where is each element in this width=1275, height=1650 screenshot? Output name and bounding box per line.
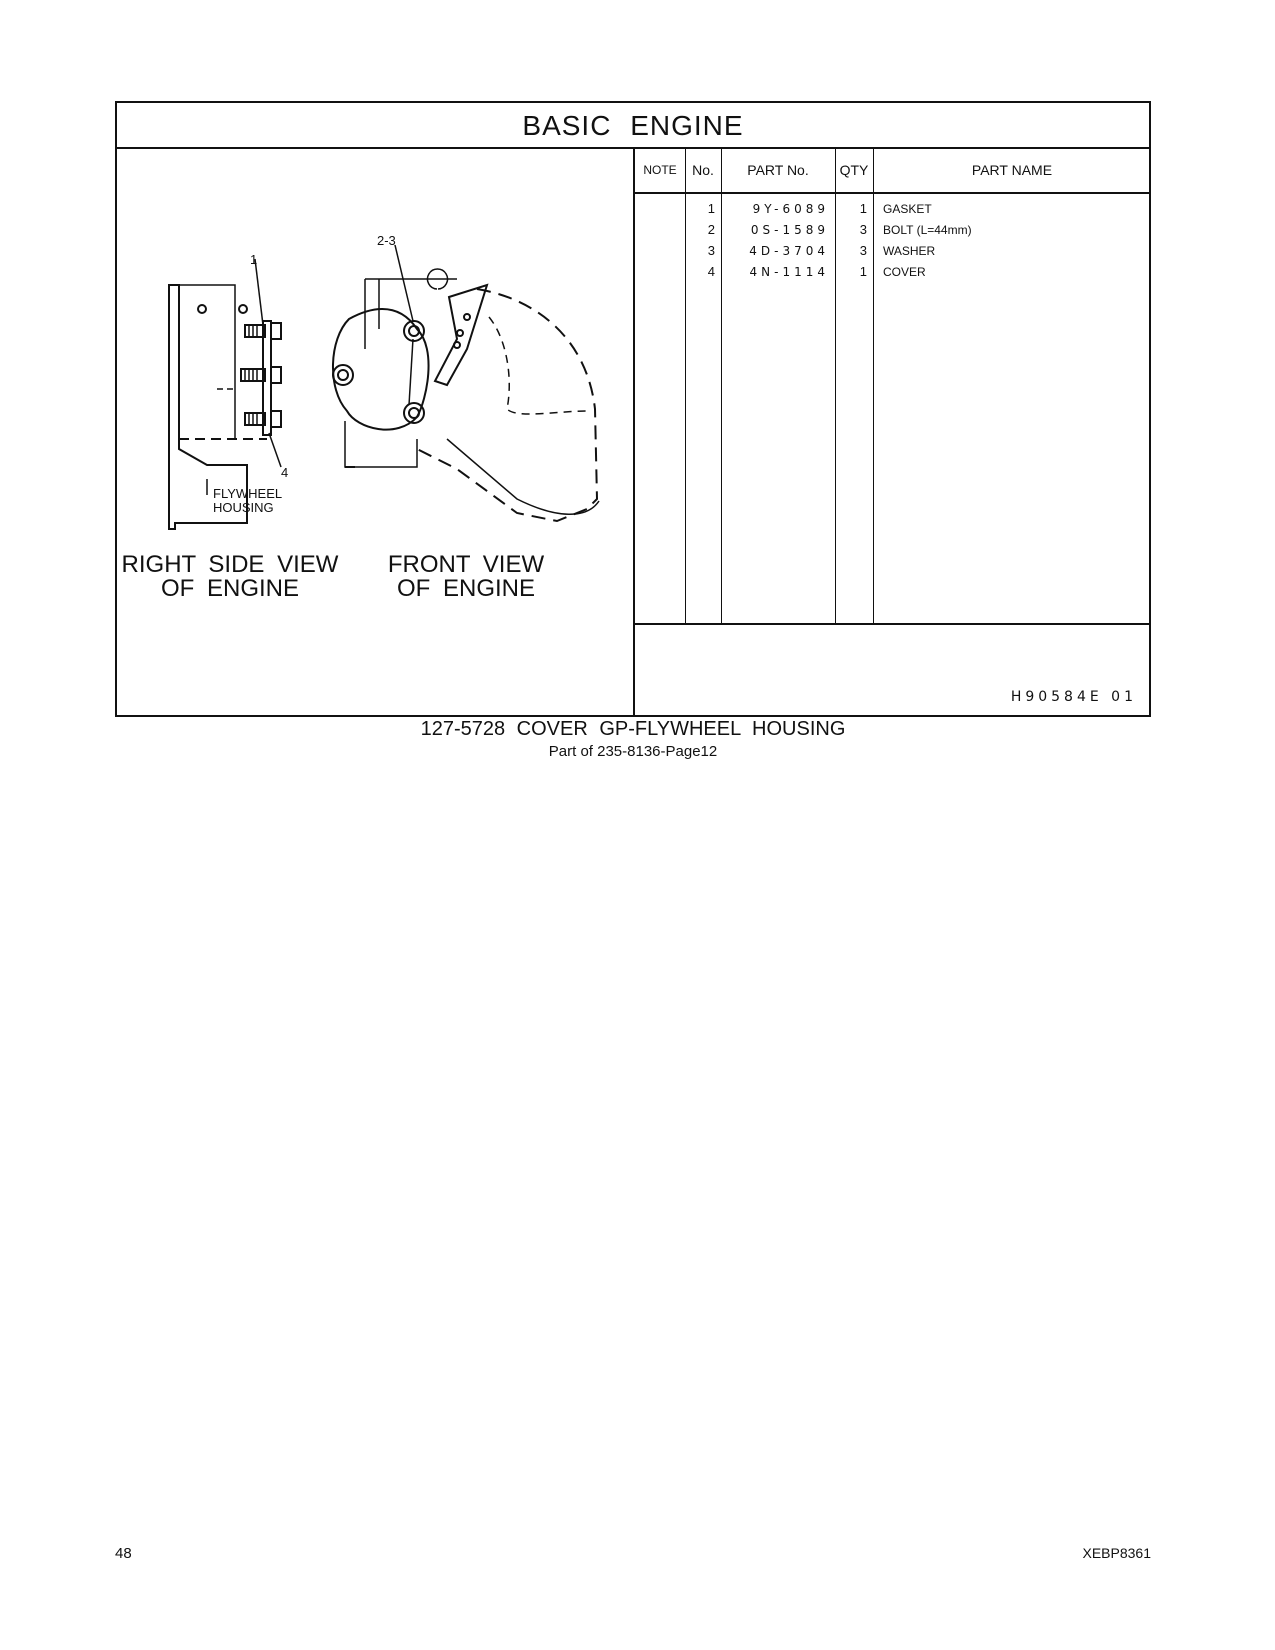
parts-table	[635, 149, 1151, 717]
illustration-reference: H90584E 01	[1010, 689, 1137, 705]
flywheel-housing-label: FLYWHEEL HOUSING	[213, 486, 283, 515]
header-note: NOTE	[643, 163, 677, 177]
table-row: 1 9Y-6089 1 GASKET	[707, 201, 932, 216]
header-part-no: PART No.	[747, 162, 809, 178]
table-footer	[635, 623, 1151, 717]
front-view-label: FRONT VIEW OF ENGINE	[387, 551, 545, 602]
callout-1: 1	[250, 252, 258, 267]
front-cover	[333, 309, 429, 430]
page-number: 48	[115, 1545, 132, 1562]
group-subcaption: Part of 235-8136-Page12	[548, 743, 718, 760]
engine-drawing	[117, 149, 633, 717]
parts-illustration	[117, 149, 635, 717]
table-row: 2 0S-1589 3 BOLT (L=44mm)	[707, 222, 972, 237]
side-bolts	[241, 323, 281, 427]
header-no: No.	[692, 162, 714, 178]
group-caption: 127-5728 COVER GP-FLYWHEEL HOUSING	[420, 718, 846, 740]
table-row: 3 4D-3704 3 WASHER	[707, 243, 936, 258]
table-header	[635, 149, 1151, 194]
callout-2-3: 2-3	[377, 233, 396, 248]
header-qty: QTY	[839, 162, 869, 178]
table-row: 4 4N-1114 1 COVER	[707, 264, 926, 279]
frame-title: BASIC ENGINE	[117, 103, 1149, 149]
document-id: XEBP8361	[1082, 1545, 1151, 1561]
parts-frame	[115, 101, 1151, 717]
callout-4: 4	[281, 465, 289, 480]
front-bolt-left	[333, 365, 353, 385]
header-part-name: PART NAME	[971, 162, 1053, 178]
right-side-view-label: RIGHT SIDE VIEW OF ENGINE	[121, 551, 339, 602]
